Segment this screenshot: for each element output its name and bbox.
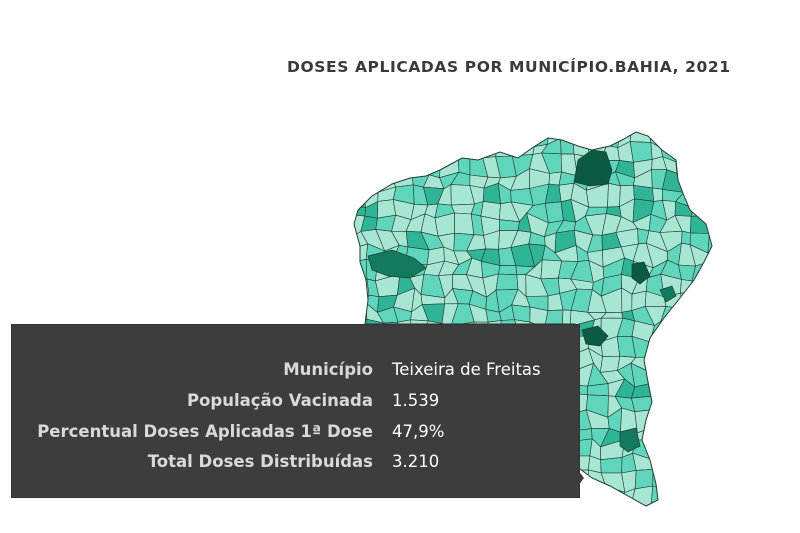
tooltip-value: Teixeira de Freitas	[392, 360, 541, 379]
municipality-region[interactable]	[451, 204, 474, 214]
municipality-region[interactable]	[411, 127, 425, 143]
municipality-region[interactable]	[693, 305, 708, 323]
municipality-region[interactable]	[677, 348, 700, 372]
municipality-region[interactable]	[601, 457, 623, 473]
municipality-region[interactable]	[662, 424, 683, 441]
tooltip-row-municipio	[12, 360, 579, 390]
municipality-region[interactable]	[676, 472, 698, 487]
municipality-region[interactable]	[349, 295, 369, 306]
municipality-region[interactable]	[694, 457, 713, 478]
municipality-region[interactable]	[660, 370, 684, 387]
municipality-region[interactable]	[361, 503, 385, 514]
municipality-region[interactable]	[385, 500, 400, 519]
municipality-region[interactable]	[710, 335, 727, 357]
municipality-region[interactable]	[407, 141, 425, 153]
tooltip-value: 1.539	[392, 391, 440, 410]
tooltip-label: População Vacinada	[186, 391, 373, 410]
municipality-region[interactable]	[709, 457, 721, 478]
municipality-region[interactable]	[677, 125, 696, 146]
municipality-region[interactable]	[616, 504, 638, 518]
municipality-region[interactable]	[677, 426, 700, 448]
municipality-region[interactable]	[677, 441, 700, 463]
municipality-region[interactable]	[710, 472, 725, 486]
municipality-region[interactable]	[707, 398, 725, 415]
municipality-region[interactable]	[661, 132, 680, 148]
municipality-region[interactable]	[676, 143, 696, 162]
municipality-region[interactable]	[706, 306, 727, 323]
municipality-region[interactable]	[423, 124, 442, 147]
municipality-region[interactable]	[706, 427, 730, 445]
municipality-region[interactable]	[631, 504, 651, 519]
municipality-region[interactable]	[694, 446, 715, 461]
municipality-region[interactable]	[708, 280, 724, 290]
municipality-region[interactable]	[694, 187, 714, 208]
municipality-region[interactable]	[693, 168, 715, 192]
municipality-region[interactable]	[662, 487, 682, 504]
municipality-region[interactable]	[693, 289, 708, 306]
municipality-region[interactable]	[601, 505, 625, 518]
municipality-region[interactable]	[661, 321, 679, 338]
municipality-region[interactable]	[545, 202, 563, 223]
municipality-region[interactable]	[646, 424, 663, 440]
municipality-region[interactable]	[691, 426, 715, 448]
municipality-region[interactable]	[709, 504, 725, 515]
tooltip-pointer	[572, 462, 584, 494]
municipality-region[interactable]	[693, 335, 710, 358]
map-title: DOSES APLICADAS POR MUNICÍPIO.BAHIA, 2021	[287, 58, 731, 76]
municipality-region[interactable]	[361, 125, 379, 142]
municipality-region[interactable]	[706, 127, 729, 146]
municipality-region[interactable]	[407, 153, 429, 175]
municipality-region[interactable]	[600, 356, 620, 372]
municipality-region[interactable]	[664, 472, 680, 488]
municipality-region[interactable]	[391, 153, 411, 177]
municipality-region[interactable]	[365, 160, 381, 177]
municipality-region[interactable]	[455, 213, 474, 235]
municipality-region[interactable]	[526, 125, 549, 147]
municipality-region[interactable]	[365, 139, 382, 162]
municipality-region[interactable]	[695, 125, 711, 145]
municipality-region[interactable]	[559, 126, 577, 142]
municipality-region[interactable]	[455, 499, 471, 518]
municipality-region[interactable]	[680, 409, 695, 431]
municipality-region[interactable]	[601, 473, 625, 493]
municipality-region[interactable]	[706, 141, 729, 159]
municipality-region[interactable]	[455, 140, 470, 154]
municipality-region[interactable]	[468, 139, 488, 158]
municipality-region[interactable]	[632, 336, 654, 357]
tooltip-row-total	[12, 452, 579, 482]
municipality-region[interactable]	[392, 141, 414, 161]
municipality-region[interactable]	[497, 124, 520, 148]
municipality-region[interactable]	[691, 154, 715, 173]
municipality-region[interactable]	[588, 486, 605, 506]
municipality-region[interactable]	[677, 335, 700, 354]
tooltip-value: 3.210	[392, 452, 440, 471]
municipality-region[interactable]	[709, 445, 729, 458]
municipality-region[interactable]	[498, 266, 517, 275]
municipality-region[interactable]	[439, 124, 455, 147]
municipality-region[interactable]	[679, 460, 699, 478]
municipality-region[interactable]	[651, 486, 666, 507]
municipality-region[interactable]	[711, 261, 729, 282]
municipality-region[interactable]	[425, 501, 442, 516]
municipality-region[interactable]	[691, 380, 710, 401]
municipality-region[interactable]	[650, 504, 670, 519]
municipality-region[interactable]	[662, 499, 684, 518]
municipality-region[interactable]	[376, 142, 397, 162]
municipality-region[interactable]	[651, 395, 667, 418]
tooltip-row-percentual	[12, 422, 579, 452]
municipality-region[interactable]	[698, 348, 714, 370]
municipality-region[interactable]	[662, 440, 679, 463]
municipality-region[interactable]	[693, 394, 715, 416]
municipality-region[interactable]	[691, 143, 707, 156]
municipality-region[interactable]	[398, 500, 412, 519]
municipality-region[interactable]	[713, 185, 725, 204]
municipality-region[interactable]	[526, 507, 547, 520]
municipality-region[interactable]	[652, 188, 662, 202]
municipality-region[interactable]	[655, 383, 661, 396]
tooltip-value: 47,9%	[392, 422, 445, 441]
municipality-region[interactable]	[455, 125, 472, 143]
municipality-region[interactable]	[497, 500, 518, 517]
tooltip-label: Total Doses Distribuídas	[147, 452, 373, 471]
municipality-region[interactable]	[647, 370, 668, 387]
municipality-region[interactable]	[540, 498, 560, 520]
municipality-region[interactable]	[421, 143, 441, 161]
municipality-region[interactable]	[691, 504, 713, 523]
municipality-region[interactable]	[647, 410, 667, 430]
tooltip-row-populacao	[12, 391, 579, 421]
municipality-region[interactable]	[664, 460, 680, 473]
municipality-region[interactable]	[499, 220, 519, 231]
municipality-region[interactable]	[630, 127, 651, 143]
municipality-region[interactable]	[573, 126, 587, 142]
municipality-region[interactable]	[695, 472, 713, 487]
municipality-region[interactable]	[710, 349, 730, 373]
municipality-region[interactable]	[635, 469, 653, 489]
municipality-region[interactable]	[706, 414, 729, 429]
municipality-region[interactable]	[676, 394, 695, 416]
municipality-region[interactable]	[650, 333, 670, 357]
municipality-region[interactable]	[406, 501, 428, 515]
tooltip-label: Percentual Doses Aplicadas 1ª Dose	[37, 422, 373, 441]
municipality-region[interactable]	[706, 289, 726, 310]
tooltip-label: Município	[283, 360, 373, 379]
municipality-region[interactable]	[391, 127, 415, 144]
municipality-region[interactable]	[678, 305, 696, 325]
municipality-region[interactable]	[647, 356, 668, 371]
municipality-region[interactable]	[713, 172, 721, 187]
municipality-region[interactable]	[708, 319, 728, 340]
municipality-region[interactable]	[346, 125, 364, 140]
municipality-region[interactable]	[347, 504, 364, 518]
municipality-region[interactable]	[345, 139, 367, 160]
municipality-region[interactable]	[349, 303, 367, 325]
municipality-region[interactable]	[439, 142, 458, 161]
municipality-region[interactable]	[608, 183, 621, 207]
municipality-region[interactable]	[653, 460, 666, 473]
municipality-region[interactable]	[439, 500, 456, 518]
municipality-region[interactable]	[496, 146, 519, 157]
municipality-region[interactable]	[588, 384, 609, 396]
municipality-region[interactable]	[660, 386, 684, 395]
map-tooltip	[11, 324, 580, 498]
municipality-region[interactable]	[691, 366, 713, 381]
municipality-region[interactable]	[496, 274, 518, 290]
municipality-region[interactable]	[692, 281, 712, 292]
municipality-region[interactable]	[676, 154, 693, 174]
municipality-region[interactable]	[482, 500, 501, 516]
municipality-region[interactable]	[682, 231, 691, 245]
municipality-region[interactable]	[587, 125, 607, 145]
municipality-region[interactable]	[679, 366, 698, 386]
municipality-region[interactable]	[513, 500, 534, 516]
municipality-region[interactable]	[376, 128, 397, 144]
municipality-region[interactable]	[558, 498, 572, 521]
municipality-region[interactable]	[693, 319, 710, 340]
municipality-region[interactable]	[630, 142, 652, 163]
municipality-region[interactable]	[707, 381, 729, 402]
municipality-region[interactable]	[706, 199, 726, 219]
municipality-region[interactable]	[691, 414, 715, 429]
municipality-region[interactable]	[362, 172, 380, 192]
municipality-region[interactable]	[691, 486, 713, 505]
municipality-region[interactable]	[710, 370, 729, 385]
municipality-region[interactable]	[681, 499, 699, 523]
municipality-region[interactable]	[519, 127, 535, 147]
municipality-region[interactable]	[380, 161, 392, 177]
municipality-region[interactable]	[347, 172, 366, 191]
municipality-region[interactable]	[668, 333, 679, 356]
municipality-region[interactable]	[676, 487, 695, 505]
municipality-region[interactable]	[458, 154, 470, 176]
municipality-region[interactable]	[668, 353, 679, 372]
municipality-region[interactable]	[707, 156, 721, 173]
municipality-region[interactable]	[676, 380, 693, 395]
municipality-region[interactable]	[591, 498, 605, 516]
municipality-region[interactable]	[468, 499, 486, 518]
municipality-region[interactable]	[710, 486, 725, 506]
municipality-region[interactable]	[345, 155, 367, 178]
municipality-region[interactable]	[486, 124, 498, 146]
municipality-region[interactable]	[571, 498, 595, 520]
municipality-region[interactable]	[663, 409, 682, 431]
municipality-region[interactable]	[661, 395, 680, 418]
municipality-region[interactable]	[468, 125, 488, 141]
municipality-region[interactable]	[678, 323, 696, 339]
municipality-region[interactable]	[347, 259, 367, 280]
